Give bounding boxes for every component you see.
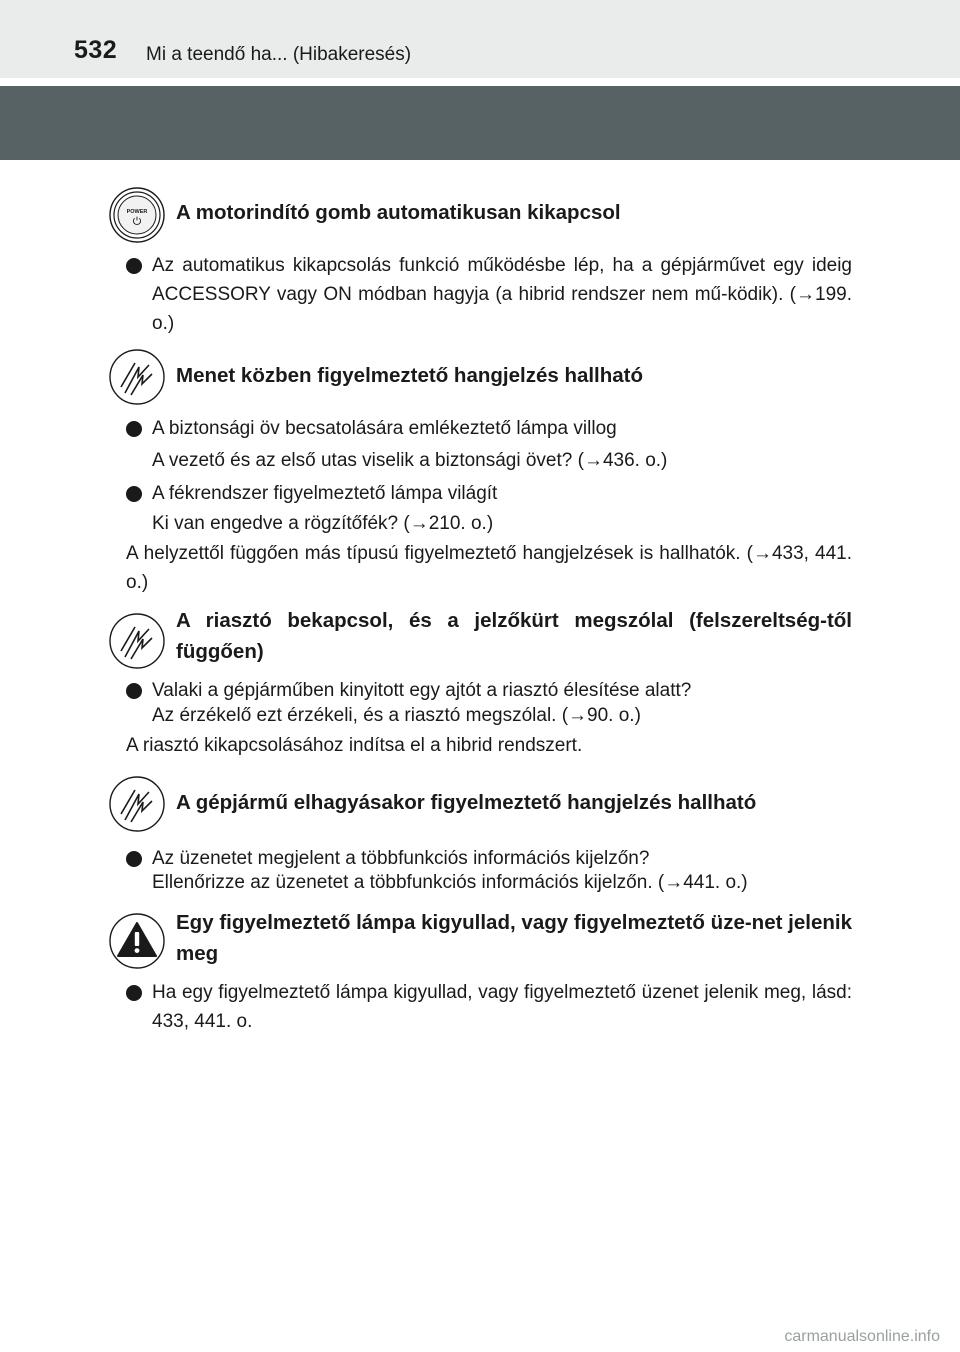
bullet-item	[126, 479, 852, 508]
bullet-detail	[126, 701, 852, 730]
section-heading: Menet közben figyelmeztető hangjelzés hallható	[176, 364, 644, 387]
bullet-item	[126, 251, 852, 338]
section-note: A riasztó kikapcsolásához indítsa el a hibrid rendszert.	[126, 735, 583, 756]
bullet-dot	[126, 683, 142, 699]
bullet-text: Valaki a gépjárműben kinyitott egy ajtót a riasztó élesítése alatt?	[152, 680, 692, 701]
chapter-title: Mi a teendő ha... (Hibakeresés)	[146, 44, 412, 65]
bullet-dot	[126, 421, 142, 437]
power-button-icon	[109, 187, 165, 243]
page-number: 532	[74, 36, 118, 64]
bullet-dot	[126, 985, 142, 1001]
warning-triangle-icon	[109, 913, 165, 969]
bullet-detail	[126, 446, 852, 475]
sound-warning-icon	[109, 349, 165, 405]
bullet-dot	[126, 258, 142, 274]
bullet-text: A biztonsági öv becsatolására emlékeztető lámpa villog	[152, 418, 617, 439]
bullet-detail-text: Ki van engedve a rögzítőfék? (→210. o.)	[152, 513, 494, 534]
bullet-text: Ha egy figyelmeztető lámpa kigyullad, vagy figyelmeztető üzenet jelenik meg, lásd: 433, 441. o.	[152, 982, 852, 1032]
sound-warning-icon	[109, 613, 165, 669]
bullet-detail	[126, 509, 852, 538]
bullet-text: Az automatikus kikapcsolás funkció működésbe lép, ha a gépjárművet egy ideig ACCESSORY vagy ON módban hagyja (a hibrid rendszer nem mű-ködik). (→199. o.)	[152, 255, 852, 334]
bullet-detail-text: A vezető és az első utas viselik a biztonsági övet? (→436. o.)	[152, 450, 668, 471]
bullet-text: A fékrendszer figyelmeztető lámpa világít	[152, 483, 498, 504]
section-note: A helyzettől függően más típusú figyelmeztető hangjelzések is hallhatók. (→433, 441. o.)	[126, 543, 852, 593]
bullet-item	[126, 414, 852, 443]
bullet-dot	[126, 851, 142, 867]
power-icon-label: POWER	[126, 209, 148, 215]
chapter-banner	[0, 86, 960, 160]
header-band	[0, 0, 960, 78]
bullet-text: Az üzenetet megjelent a többfunkciós információs kijelzőn?	[152, 848, 650, 869]
section-heading: Egy figyelmeztető lámpa kigyullad, vagy figyelmeztető üze-net jelenik meg	[176, 911, 852, 965]
bullet-item	[126, 978, 852, 1036]
sound-warning-icon	[109, 776, 165, 832]
section-heading: A gépjármű elhagyásakor figyelmeztető hangjelzés hallható	[176, 791, 757, 814]
section-heading: A riasztó bekapcsol, és a jelzőkürt megszólal (felszereltség-től függően)	[176, 609, 852, 663]
bullet-detail-text: Ellenőrizze az üzenetet a többfunkciós információs kijelzőn. (→441. o.)	[152, 872, 748, 893]
bullet-dot	[126, 486, 142, 502]
footer-watermark: carmanualsonline.info	[784, 1328, 940, 1345]
section-heading: A motorindító gomb automatikusan kikapcsol	[176, 201, 621, 224]
bullet-detail	[126, 868, 852, 897]
bullet-detail-text: Az érzékelő ezt érzékeli, és a riasztó megszólal. (→90. o.)	[152, 705, 641, 726]
